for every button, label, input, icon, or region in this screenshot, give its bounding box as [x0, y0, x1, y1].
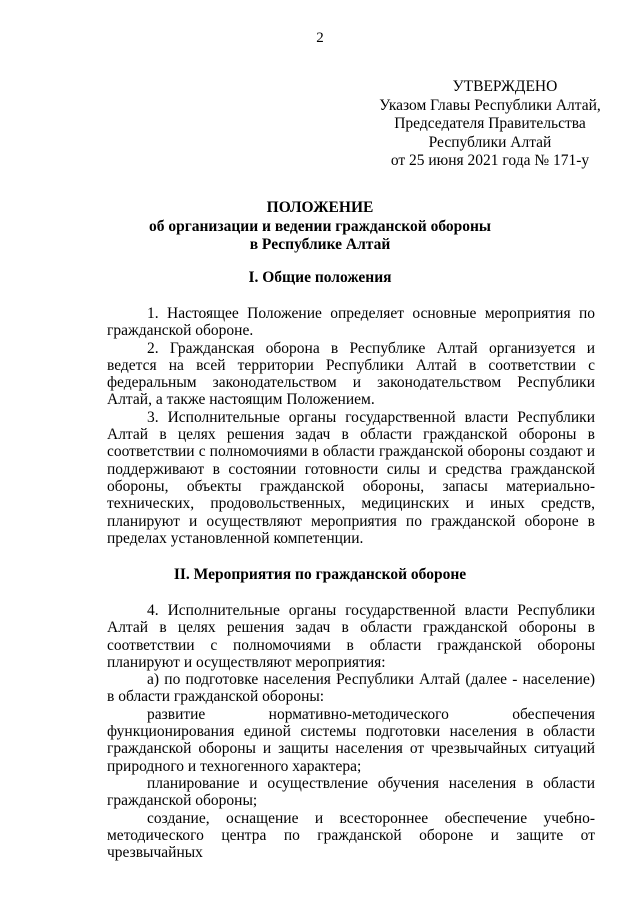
paragraph: создание, оснащение и всестороннее обеспечение учебно-методического центра по гражданской обороне и защите от чрезвычайных [107, 809, 595, 862]
title-main: ПОЛОЖЕНИЕ [266, 199, 374, 216]
approval-line: УТВЕРЖДЕНО [452, 78, 558, 95]
paragraph: 2. Гражданская оборона в Республике Алтай организуется и ведется на всей территории Республики Алтай в соответствии с федеральным законодательством и законодательством Республики Алтай, а также настоящим Положением. [107, 339, 595, 409]
paragraph: а) по подготовке населения Республики Алтай (далее - население) в области гражданской обороны: [107, 671, 595, 706]
section-heading-1: I. Общие положения [248, 269, 392, 286]
paragraph: развитие нормативно-методического обеспечения функционирования единой системы подготовки населения в области гражданской обороны и защиты населения от чрезвычайных ситуаций природного и техногенного характера; [107, 705, 595, 775]
section-heading-2: II. Мероприятия по гражданской обороне [173, 566, 467, 583]
paragraph: 1. Настоящее Положение определяет основные мероприятия по гражданской обороне. [107, 305, 595, 340]
document-title [0, 199, 640, 255]
title-subtitle: об организации и ведении гражданской обороны [148, 217, 492, 235]
section-2-body [107, 602, 595, 861]
paragraph: 4. Исполнительные органы государственной власти Республики Алтай в целях решения задач в области гражданской обороны в соответствии с полномочиями в области гражданской обороны планируют и осуществляют мероприятия: [107, 602, 595, 671]
paragraph: планирование и осуществление обучения населения в области гражданской обороны; [107, 774, 595, 810]
section-1-body [107, 305, 595, 547]
page-number: 2 [316, 30, 324, 46]
approval-line: от 25 июня 2021 года № 171-у [390, 152, 590, 169]
title-subtitle: в Республике Алтай [249, 236, 391, 253]
approval-line: Указом Главы Республики Алтай, [379, 96, 601, 114]
approval-line: Республики Алтай [428, 133, 552, 151]
paragraph: 3. Исполнительные органы государственной власти Республики Алтай в целях решения задач в области гражданской обороны в соответствии с полномочиями в области гражданской обороны создают и поддерживают в состоянии готовности силы и средства гражданской обороны, объекты гражданской обороны, запасы материально-технических, продовольственных, медицинских и иных средств, планируют и осуществляют мероприятия по гражданской обороне в пределах установленной компетенции. [107, 408, 595, 547]
approval-stamp [340, 78, 640, 171]
approval-line: Председателя Правительства [394, 115, 586, 132]
